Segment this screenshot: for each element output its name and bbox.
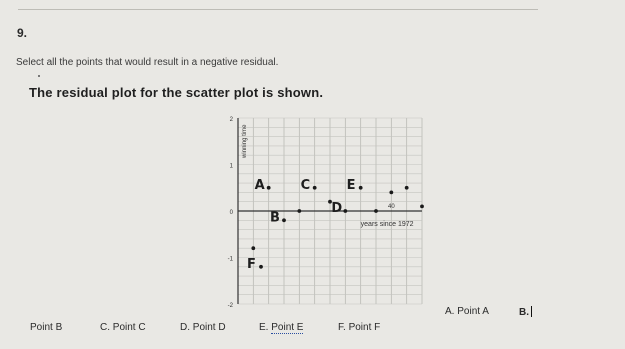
text-cursor	[531, 306, 532, 317]
point-e	[359, 186, 363, 190]
residual-plot	[200, 110, 440, 315]
choice-e-text: Point E	[271, 322, 304, 333]
point-c	[313, 186, 317, 190]
choice-d[interactable]	[180, 322, 226, 333]
point	[405, 186, 409, 190]
choice-a-text: Point A	[457, 306, 489, 317]
point-label-b: B	[270, 210, 280, 226]
point	[251, 246, 255, 250]
point-d	[343, 209, 347, 213]
point-label-d: D	[331, 201, 343, 216]
choice-f[interactable]	[338, 322, 380, 333]
y-tick-label: 1	[229, 163, 233, 170]
point	[297, 209, 301, 213]
point	[420, 204, 424, 208]
question-instruction: Select all the points that would result in a negative residual.	[16, 57, 279, 68]
point-label-a: A	[254, 177, 265, 193]
choice-d-letter: D.	[180, 322, 190, 333]
point-a	[267, 186, 271, 190]
residual-plot-svg	[200, 110, 440, 315]
choice-f-text: Point F	[348, 322, 381, 333]
choice-e[interactable]	[259, 322, 303, 333]
point-label-e: E	[346, 177, 356, 193]
choice-f-letter: F.	[338, 322, 346, 333]
stray-mark	[38, 75, 40, 77]
question-number: 9.	[17, 26, 28, 40]
point	[389, 191, 393, 195]
choice-a-letter: A.	[445, 306, 455, 317]
point-label-f: F	[247, 256, 256, 272]
x-tick-label: 40	[387, 204, 395, 210]
y-tick-label: -2	[227, 303, 233, 309]
point	[374, 209, 378, 213]
choice-b-text: Point B	[30, 322, 63, 333]
point-f	[259, 265, 263, 269]
choice-b-text-wrapped[interactable]	[30, 322, 62, 333]
choice-c-letter: C.	[100, 322, 110, 333]
choice-c[interactable]	[100, 322, 146, 333]
choice-c-text: Point C	[112, 322, 146, 333]
choice-d-text: Point D	[192, 322, 226, 333]
y-tick-label: 2	[229, 117, 233, 123]
question-prompt: The residual plot for the scatter plot is shown.	[29, 85, 324, 100]
y-tick-label: -1	[227, 256, 233, 263]
choice-a[interactable]	[445, 306, 489, 317]
choice-b[interactable]	[519, 306, 532, 318]
choice-b-letter: B.	[519, 307, 529, 318]
top-divider	[18, 9, 538, 10]
x-axis-label: years since 1972	[360, 221, 414, 228]
choice-e-letter: E.	[259, 322, 269, 333]
y-axis-label: winning time	[242, 124, 248, 158]
point-label-c: C	[300, 177, 311, 193]
point-b	[282, 218, 286, 222]
y-tick-label: 0	[229, 210, 233, 216]
